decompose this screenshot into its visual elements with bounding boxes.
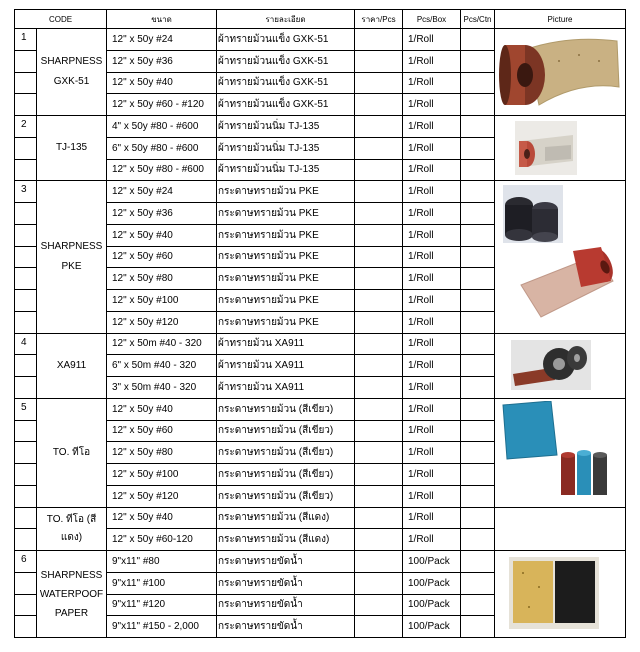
group-number: 6	[15, 551, 37, 573]
detail-cell: กระดาษทรายม้วน PKE	[217, 224, 355, 246]
detail-cell: กระดาษทรายม้วน PKE	[217, 203, 355, 225]
picture-cell	[495, 333, 626, 398]
pcs-box-cell: 100/Pack	[403, 572, 461, 594]
pcs-box-cell: 1/Roll	[403, 507, 461, 529]
header-detail: รายละเอียด	[217, 10, 355, 29]
size-cell: 12" x 50m #40 - 320	[107, 333, 217, 355]
pcs-box-cell: 1/Roll	[403, 377, 461, 399]
detail-cell: กระดาษทรายม้วน PKE	[217, 181, 355, 203]
detail-cell: กระดาษทรายม้วน PKE	[217, 246, 355, 268]
size-cell: 12" x 50y #80	[107, 268, 217, 290]
table-row	[15, 116, 626, 138]
size-cell: 12" x 50y #36	[107, 203, 217, 225]
size-cell: 9"x11" #150 - 2,000	[107, 616, 217, 638]
detail-cell: กระดาษทรายขัดน้ำ	[217, 616, 355, 638]
group-number: 4	[15, 333, 37, 355]
waterproof-paper-photo	[509, 557, 599, 629]
table-row	[15, 398, 626, 420]
detail-cell: กระดาษทรายม้วน PKE	[217, 268, 355, 290]
detail-cell: กระดาษทรายม้วน (สีเขียว)	[217, 485, 355, 507]
picture-cell	[495, 398, 626, 507]
product-code: XA911	[37, 333, 107, 398]
table-row	[15, 507, 626, 529]
detail-cell: กระดาษทรายม้วน (สีเขียว)	[217, 398, 355, 420]
detail-cell: ผ้าทรายม้วนแข็ง GXK-51	[217, 29, 355, 51]
header-pcs-box: Pcs/Box	[403, 10, 461, 29]
table-row	[15, 29, 626, 51]
picture-cell	[495, 551, 626, 638]
product-code: TO. ทีโอ	[37, 398, 107, 507]
size-cell: 12" x 50y #24	[107, 29, 217, 51]
detail-cell: กระดาษทรายขัดน้ำ	[217, 551, 355, 573]
pcs-box-cell: 1/Roll	[403, 420, 461, 442]
header-price: ราคา/Pcs	[355, 10, 403, 29]
pcs-box-cell: 1/Roll	[403, 224, 461, 246]
product-code: TO. ทีโอ (สีแดง)	[37, 507, 107, 551]
detail-cell: กระดาษทรายม้วน (สีแดง)	[217, 507, 355, 529]
table-row	[15, 181, 626, 203]
product-code: SHARPNESS GXK-51	[37, 29, 107, 116]
tj-135-roll-photo	[515, 121, 577, 175]
detail-cell: ผ้าทรายม้วนแข็ง GXK-51	[217, 72, 355, 94]
xa911-roll-photo	[511, 340, 591, 390]
pcs-box-cell: 1/Roll	[403, 529, 461, 551]
detail-cell: ผ้าทรายม้วน XA911	[217, 377, 355, 399]
detail-cell: กระดาษทรายม้วน (สีเขียว)	[217, 442, 355, 464]
picture-cell	[495, 181, 626, 333]
detail-cell: ผ้าทรายม้วนนิ่ม TJ-135	[217, 159, 355, 181]
pcs-box-cell: 1/Roll	[403, 464, 461, 486]
size-cell: 12" x 50y #100	[107, 290, 217, 312]
pcs-box-cell: 1/Roll	[403, 181, 461, 203]
detail-cell: กระดาษทรายม้วน PKE	[217, 311, 355, 333]
size-cell: 4" x 50y #80 - #600	[107, 116, 217, 138]
size-cell: 12" x 50y #40	[107, 507, 217, 529]
pcs-box-cell: 1/Roll	[403, 398, 461, 420]
size-cell: 12" x 50y #24	[107, 181, 217, 203]
pcs-box-cell: 100/Pack	[403, 616, 461, 638]
pcs-box-cell: 1/Roll	[403, 116, 461, 138]
pcs-box-cell: 1/Roll	[403, 72, 461, 94]
pcs-box-cell: 1/Roll	[403, 203, 461, 225]
size-cell: 12" x 50y #100	[107, 464, 217, 486]
pcs-box-cell: 1/Roll	[403, 311, 461, 333]
detail-cell: กระดาษทรายม้วน (สีเขียว)	[217, 464, 355, 486]
group-number: 1	[15, 29, 37, 51]
group-number: 3	[15, 181, 37, 203]
size-cell: 9"x11" #120	[107, 594, 217, 616]
header-pcs-ctn: Pcs/Ctn	[461, 10, 495, 29]
size-cell: 6" x 50m #40 - 320	[107, 355, 217, 377]
pcs-box-cell: 1/Roll	[403, 442, 461, 464]
size-cell: 12" x 50y #40	[107, 398, 217, 420]
detail-cell: กระดาษทรายขัดน้ำ	[217, 594, 355, 616]
size-cell: 12" x 50y #80 - #600	[107, 159, 217, 181]
size-cell: 12" x 50y #40	[107, 224, 217, 246]
pcs-box-cell: 1/Roll	[403, 485, 461, 507]
pcs-box-cell: 1/Roll	[403, 246, 461, 268]
size-cell: 12" x 50y #60	[107, 246, 217, 268]
pcs-box-cell: 1/Roll	[403, 290, 461, 312]
product-code: SHARPNESS WATERPOOF PAPER	[37, 551, 107, 638]
pcs-box-cell: 1/Roll	[403, 333, 461, 355]
detail-cell: ผ้าทรายม้วนแข็ง GXK-51	[217, 50, 355, 72]
table-row	[15, 551, 626, 573]
header-row	[15, 10, 626, 29]
header-picture: Picture	[495, 10, 626, 29]
pcs-box-cell: 1/Roll	[403, 268, 461, 290]
size-cell: 3" x 50m #40 - 320	[107, 377, 217, 399]
size-cell: 12" x 50y #36	[107, 50, 217, 72]
size-cell: 12" x 50y #120	[107, 485, 217, 507]
size-cell: 12" x 50y #40	[107, 72, 217, 94]
pcs-box-cell: 1/Roll	[403, 159, 461, 181]
size-cell: 9"x11" #80	[107, 551, 217, 573]
detail-cell: ผ้าทรายม้วนนิ่ม TJ-135	[217, 137, 355, 159]
size-cell: 12" x 50y #60-120	[107, 529, 217, 551]
to-green-sheet-photo	[499, 401, 619, 501]
pcs-box-cell: 100/Pack	[403, 551, 461, 573]
size-cell: 12" x 50y #60 - #120	[107, 94, 217, 116]
picture-cell	[495, 116, 626, 181]
detail-cell: กระดาษทรายขัดน้ำ	[217, 572, 355, 594]
detail-cell: ผ้าทรายม้วน XA911	[217, 355, 355, 377]
gxk-51-roll-photo	[499, 31, 623, 113]
pcs-box-cell: 1/Roll	[403, 94, 461, 116]
detail-cell: กระดาษทรายม้วน (สีแดง)	[217, 529, 355, 551]
detail-cell: กระดาษทรายม้วน PKE	[217, 290, 355, 312]
pcs-box-cell: 100/Pack	[403, 594, 461, 616]
price-table	[14, 9, 626, 638]
pcs-box-cell: 1/Roll	[403, 29, 461, 51]
to-rolls-photo	[561, 450, 607, 495]
group-number	[15, 507, 37, 529]
pcs-box-cell: 1/Roll	[403, 355, 461, 377]
detail-cell: ผ้าทรายม้วนแข็ง GXK-51	[217, 94, 355, 116]
detail-cell: ผ้าทรายม้วนนิ่ม TJ-135	[217, 116, 355, 138]
pcs-box-cell: 1/Roll	[403, 137, 461, 159]
size-cell: 9"x11" #100	[107, 572, 217, 594]
size-cell: 12" x 50y #60	[107, 420, 217, 442]
group-number: 2	[15, 116, 37, 138]
pke-rolls-photo	[501, 185, 619, 329]
detail-cell: ผ้าทรายม้วน XA911	[217, 333, 355, 355]
size-cell: 12" x 50y #80	[107, 442, 217, 464]
size-cell: 12" x 50y #120	[107, 311, 217, 333]
group-number: 5	[15, 398, 37, 420]
picture-cell	[495, 507, 626, 551]
product-code: SHARPNESS PKE	[37, 181, 107, 333]
price-cell	[355, 29, 403, 51]
table-row	[15, 333, 626, 355]
pcs-ctn-cell	[461, 29, 495, 51]
pcs-box-cell: 1/Roll	[403, 50, 461, 72]
size-cell: 6" x 50y #80 - #600	[107, 137, 217, 159]
header-size: ขนาด	[107, 10, 217, 29]
header-code: CODE	[15, 10, 107, 29]
product-code: TJ-135	[37, 116, 107, 181]
detail-cell: กระดาษทรายม้วน (สีเขียว)	[217, 420, 355, 442]
picture-cell	[495, 29, 626, 116]
